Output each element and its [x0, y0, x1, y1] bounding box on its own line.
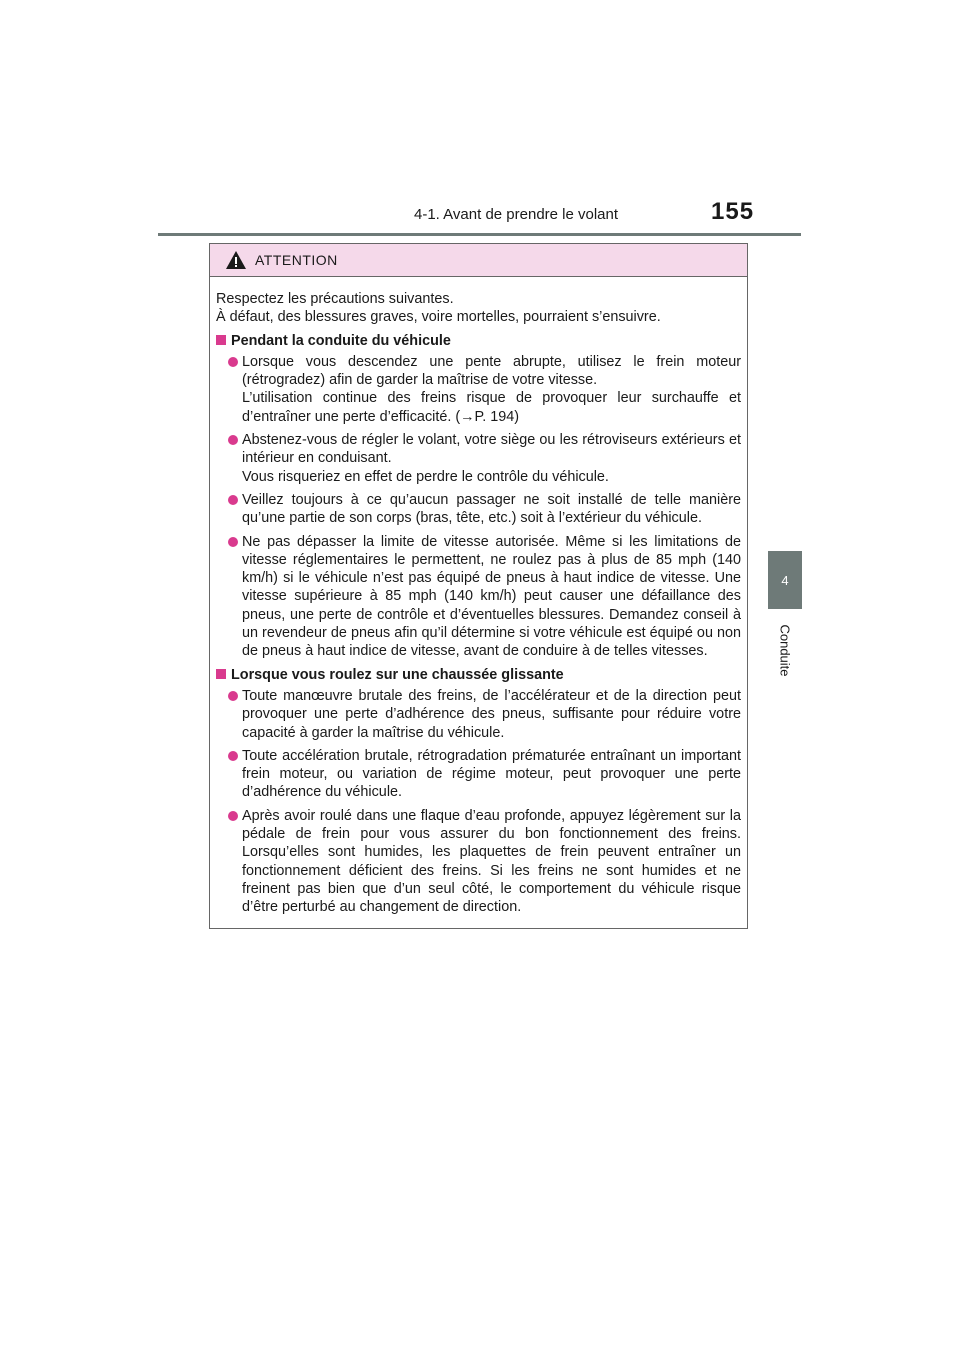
bullet-item [216, 533, 741, 661]
round-bullet-icon [228, 537, 238, 547]
chapter-tab [768, 551, 802, 609]
round-bullet-icon [228, 751, 238, 761]
round-bullet-icon [228, 811, 238, 821]
bullet-item [216, 353, 741, 426]
square-bullet-icon [216, 669, 226, 679]
chapter-label: Conduite [777, 623, 793, 677]
bullet-paragraph: Veillez toujours à ce qu’aucun passager ne soit installé de telle manière qu’une partie de son corps (bras, tête, etc.) soit à l’extérieur du véhicule. [242, 491, 741, 527]
warning-intro [216, 290, 741, 327]
section-heading-text: Lorsque vous roulez sur une chaussée glissante [231, 666, 564, 683]
intro-line: À défaut, des blessures graves, voire mortelles, pourraient s’ensuivre. [216, 309, 661, 326]
bullet-paragraph: Toute accélération brutale, rétrogradation prématurée entraînant un important frein moteur, ou variation de régime moteur, peut provoquer une perte d’adhérence du véhicule. [242, 747, 741, 801]
bullet-paragraph: Toute manœuvre brutale des freins, de l’accélérateur et de la direction peut provoquer une perte d’adhérence des pneus, suffisante pour réduire votre capacité à garder la maîtrise du véhicule. [242, 687, 741, 741]
bullet-paragraph: Abstenez-vous de régler le volant, votre siège ou les rétroviseurs extérieurs et intérieur en conduisant. [242, 432, 741, 467]
warning-header [210, 244, 747, 277]
header-section-title: 4-1. Avant de prendre le volant [414, 206, 619, 223]
bullet-paragraph: Ne pas dépasser la limite de vitesse autorisée. Même si les limitations de vitesse réglementaires le permettent, ne roulez pas à plus de 85 mph (140 km/h) si le véhicule n’est pas équipé de pneus à haut indice de vitesse. Une vitesse supérieure à 85 mph (140 km/h) peut causer une défaillance des pneus, une perte de contrôle et d’éventuelles blessures. Demandez conseil à un revendeur de pneus afin qu’il détermine si votre véhicule est équipé ou non de pneus à haut indice de vitesse, avant de conduire à de telles vitesses. [242, 533, 741, 660]
bullet-paragraph: Après avoir roulé dans une flaque d’eau profonde, appuyez légèrement sur la pédale de frein pour vous assurer du bon fonctionnement des freins. Lorsqu’elles sont humides, les plaquettes de frein peuvent entraîner un fonctionnement déficient des freins. Si les freins ne sont humides et ne freinent pas bien que d’un seul côté, le comportement du véhicule risque d’être perturbé au changement de direction. [242, 807, 741, 916]
page-number: 155 [711, 198, 755, 225]
warning-section [216, 666, 741, 917]
warning-title: ATTENTION [255, 252, 338, 268]
chapter-number: 4 [781, 572, 789, 588]
bullet-item [216, 687, 741, 742]
chapter-label-wrapper [760, 615, 810, 685]
bullet-item [216, 747, 741, 802]
round-bullet-icon [228, 357, 238, 367]
square-bullet-icon [216, 335, 226, 345]
warning-box [209, 243, 748, 929]
bullet-paragraph: Vous risqueriez en effet de perdre le contrôle du véhicule. [242, 468, 609, 485]
intro-line: Respectez les précautions suivantes. [216, 291, 454, 307]
round-bullet-icon [228, 691, 238, 701]
section-heading [216, 666, 741, 684]
bullet-paragraph: Lorsque vous descendez une pente abrupte, utilisez le frein moteur (rétrogradez) afin de garder la maîtrise de votre vitesse. [242, 353, 741, 389]
warning-body [210, 277, 747, 917]
bullet-item [216, 491, 741, 528]
section-heading [216, 332, 741, 350]
bullet-paragraph: L’utilisation continue des freins risque de provoquer leur surchauffe et d’entraîner une perte d’efficacité. (→P. 194) [242, 390, 741, 425]
header-rule [158, 233, 801, 236]
warning-section [216, 332, 741, 661]
round-bullet-icon [228, 435, 238, 445]
round-bullet-icon [228, 495, 238, 505]
section-heading-text: Pendant la conduite du véhicule [231, 332, 451, 349]
bullet-item [216, 431, 741, 486]
bullet-item [216, 807, 741, 917]
warning-triangle-icon [225, 250, 247, 270]
